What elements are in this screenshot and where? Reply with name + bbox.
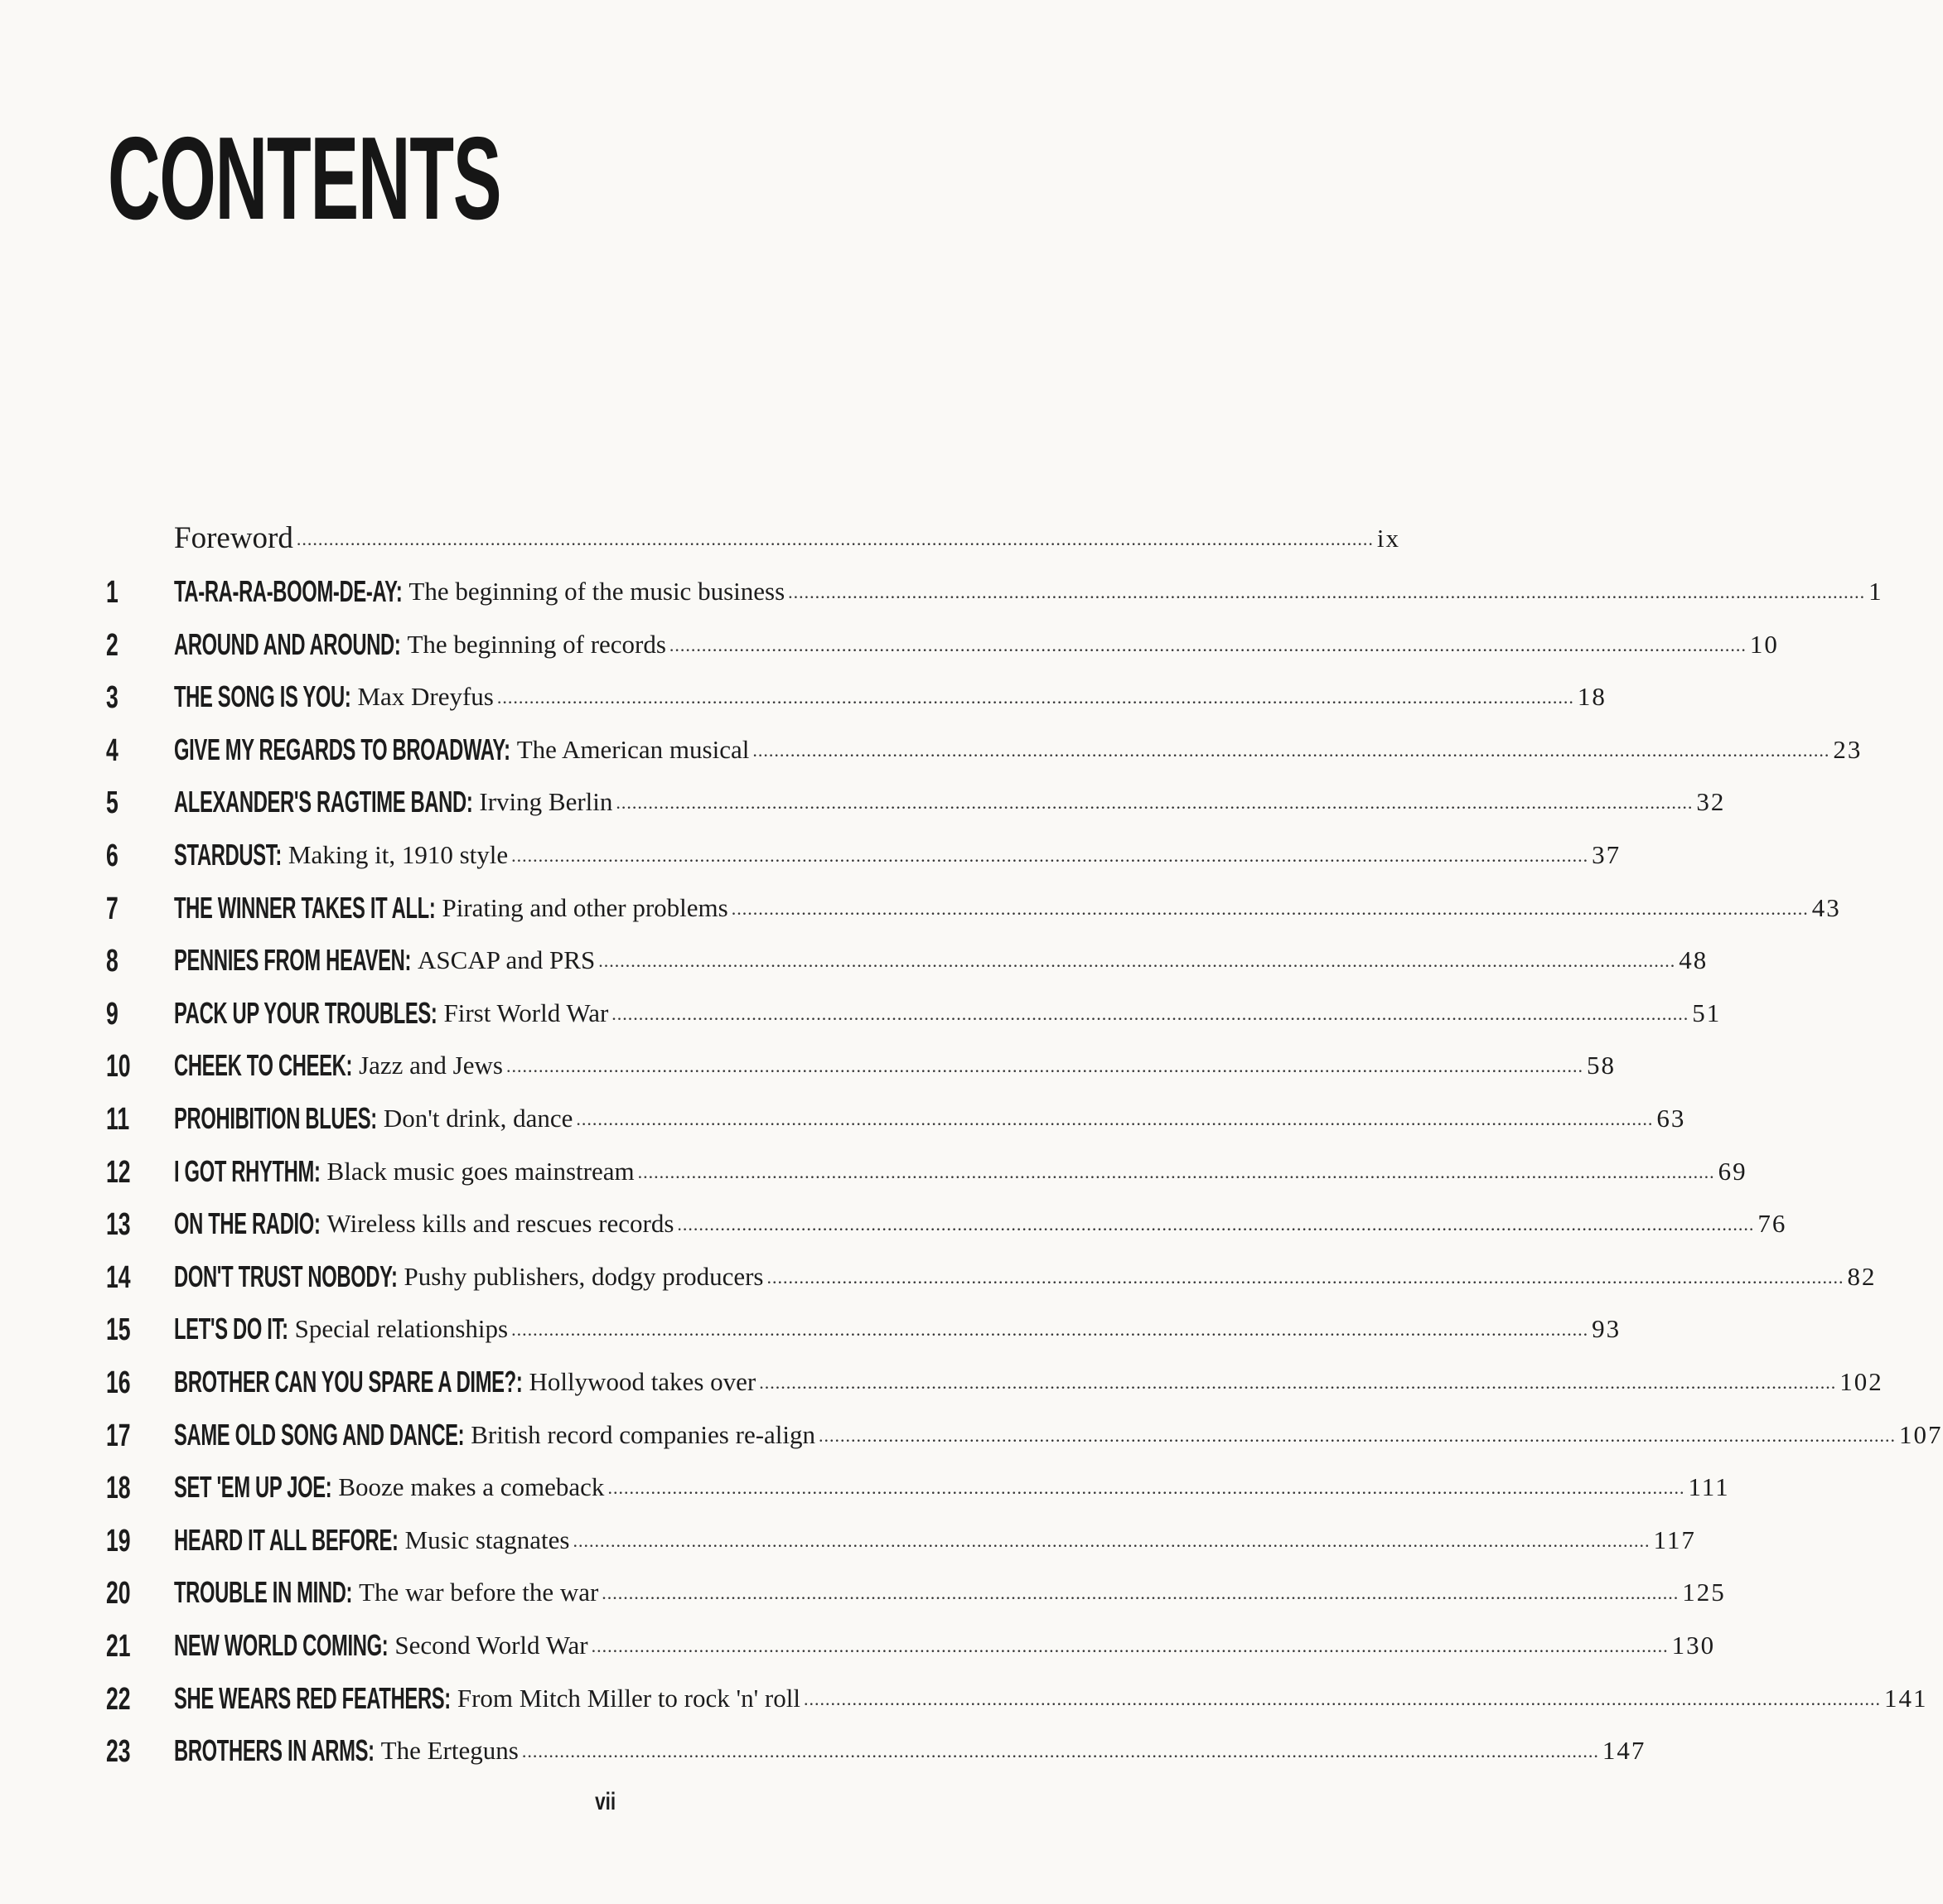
chapter-subtitle: The beginning of records	[407, 630, 666, 659]
chapter-number: 9	[106, 997, 118, 1032]
toc-entry[interactable]	[0, 1311, 1622, 1360]
chapter-heading: ON THE RADIO:	[174, 1206, 321, 1240]
chapter-heading: HEARD IT ALL BEFORE:	[174, 1523, 399, 1557]
chapter-subtitle: Don't drink, dance	[383, 1104, 573, 1133]
chapter-number: 20	[106, 1576, 131, 1611]
chapter-subtitle: First World War	[443, 998, 609, 1027]
dot-leader: ........................................................................................................................................................................................................	[598, 950, 1676, 971]
dot-leader: ........................................................................................................................................................................................................	[731, 898, 1809, 919]
dot-leader: ........................................................................................................................................................................................................	[611, 1003, 1689, 1024]
chapter-subtitle: The beginning of the music business	[408, 577, 785, 606]
chapter-heading: LET'S DO IT:	[174, 1312, 288, 1346]
chapter-number: 1	[106, 575, 118, 610]
chapter-subtitle: Wireless kills and rescues records	[326, 1209, 674, 1238]
chapter-subtitle: The war before the war	[359, 1578, 599, 1607]
dot-leader: ........................................................................................................................................................................................................	[505, 1056, 1583, 1076]
chapter-number: 23	[106, 1734, 131, 1769]
page-title: CONTENTS	[108, 113, 501, 244]
chapter-number: 21	[106, 1629, 131, 1664]
dot-leader: ........................................................................................................................................................................................................	[677, 1214, 1755, 1235]
toc-entry[interactable]	[0, 1417, 1943, 1467]
chapter-subtitle: Booze makes a comeback	[338, 1472, 605, 1501]
chapter-page: 18	[1577, 682, 1607, 711]
chapter-heading: TROUBLE IN MIND:	[174, 1575, 353, 1609]
toc-entry[interactable]	[0, 1153, 1747, 1203]
chapter-page: 76	[1757, 1209, 1787, 1238]
chapter-heading: AROUND AND AROUND:	[174, 627, 401, 661]
chapter-page: 93	[1592, 1314, 1622, 1343]
toc-entry[interactable]	[0, 1469, 1730, 1519]
chapter-page: 10	[1749, 630, 1779, 659]
chapter-number: 10	[106, 1049, 131, 1084]
chapter-heading: STARDUST:	[174, 838, 282, 872]
chapter-subtitle: From Mitch Miller to rock 'n' roll	[457, 1684, 800, 1713]
chapter-subtitle: Music stagnates	[404, 1525, 570, 1554]
dot-leader: ........................................................................................................................................................................................................	[511, 845, 1589, 866]
toc-entry[interactable]	[0, 890, 1841, 940]
dot-leader: ........................................................................................................................................................................................................	[669, 635, 1747, 655]
dot-leader: ........................................................................................................................................................................................................	[607, 1477, 1685, 1498]
folio-text: vii	[594, 1788, 616, 1815]
dot-leader: ........................................................................................................................................................................................................	[759, 1372, 1837, 1393]
dot-leader: ........................................................................................................................................................................................................	[616, 792, 1694, 813]
chapter-number: 14	[106, 1260, 131, 1295]
chapter-subtitle: Jazz and Jews	[359, 1051, 503, 1080]
chapter-subtitle: Making it, 1910 style	[288, 840, 509, 869]
chapter-heading: DON'T TRUST NOBODY:	[174, 1259, 398, 1293]
toc-entry[interactable]	[0, 784, 1726, 834]
chapter-subtitle: Max Dreyfus	[357, 682, 494, 711]
chapter-heading: PENNIES FROM HEAVEN:	[174, 943, 412, 977]
chapter-number: 5	[106, 785, 118, 820]
toc-entry[interactable]	[0, 626, 1779, 676]
chapter-page: 63	[1656, 1104, 1686, 1133]
chapter-number: 15	[106, 1312, 131, 1347]
chapter-heading: SET 'EM UP JOE:	[174, 1470, 332, 1504]
chapter-heading: THE SONG IS YOU:	[174, 679, 351, 713]
dot-leader: ........................................................................................................................................................................................................	[752, 740, 1830, 761]
chapter-page: 141	[1884, 1684, 1928, 1713]
chapter-number: 6	[106, 838, 118, 873]
chapter-page: 82	[1847, 1262, 1877, 1291]
chapter-page: 147	[1602, 1736, 1646, 1765]
chapter-subtitle: ASCAP and PRS	[418, 945, 596, 974]
toc-entry-foreword[interactable]	[0, 520, 1400, 570]
dot-leader: ........................................................................................................................................................................................................	[511, 1319, 1589, 1340]
chapter-subtitle: Pirating and other problems	[442, 893, 728, 922]
dot-leader: ........................................................................................................................................................................................................	[591, 1636, 1669, 1656]
dot-leader: ........................................................................................................................................................................................................	[296, 529, 1374, 549]
dot-leader: ........................................................................................................................................................................................................	[788, 582, 1866, 602]
dot-leader: ........................................................................................................................................................................................................	[602, 1583, 1680, 1603]
toc-entry[interactable]	[0, 679, 1607, 728]
toc-entry[interactable]	[0, 837, 1622, 887]
toc-entry[interactable]	[0, 1100, 1686, 1150]
toc-entry[interactable]	[0, 1047, 1616, 1097]
chapter-subtitle: British record companies re-align	[471, 1420, 816, 1449]
chapter-heading: TA-RA-RA-BOOM-DE-AY:	[174, 574, 403, 608]
chapter-page: 32	[1696, 787, 1726, 816]
chapter-number: 3	[106, 680, 118, 715]
chapter-subtitle: The Erteguns	[380, 1736, 519, 1765]
foreword-label: Foreword	[174, 521, 293, 555]
chapter-number: 18	[106, 1471, 131, 1505]
toc-entry[interactable]	[0, 995, 1722, 1045]
page-number	[0, 1788, 1211, 1816]
chapter-page: 48	[1679, 945, 1709, 974]
foreword-page: ix	[1376, 524, 1400, 553]
chapter-page: 51	[1692, 998, 1722, 1027]
chapter-page: 37	[1592, 840, 1622, 869]
chapter-page: 107	[1899, 1420, 1943, 1449]
toc-entry[interactable]	[0, 1259, 1877, 1308]
chapter-number: 11	[106, 1102, 130, 1137]
chapter-page: 111	[1688, 1472, 1730, 1501]
chapter-page: 43	[1811, 893, 1841, 922]
chapter-heading: PROHIBITION BLUES:	[174, 1101, 377, 1135]
chapter-subtitle: Irving Berlin	[479, 787, 613, 816]
chapter-subtitle: The American musical	[516, 735, 750, 764]
chapter-page: 117	[1653, 1525, 1696, 1554]
chapter-heading: GIVE MY REGARDS TO BROADWAY:	[174, 732, 510, 766]
chapter-number: 2	[106, 628, 118, 663]
toc-entry[interactable]	[0, 732, 1863, 781]
chapter-number: 8	[106, 944, 118, 979]
toc-entry[interactable]	[0, 1627, 1716, 1677]
chapter-number: 7	[106, 892, 118, 926]
dot-leader: ........................................................................................................................................................................................................	[576, 1109, 1654, 1129]
chapter-heading: PACK UP YOUR TROUBLES:	[174, 996, 437, 1030]
toc-entry[interactable]	[0, 942, 1709, 992]
chapter-number: 12	[106, 1155, 131, 1190]
toc-entry[interactable]	[0, 1574, 1726, 1624]
dot-leader: ........................................................................................................................................................................................................	[819, 1425, 1897, 1446]
chapter-subtitle: Hollywood takes over	[529, 1367, 756, 1396]
toc-entry[interactable]	[0, 1364, 1883, 1414]
chapter-heading: I GOT RHYTHM:	[174, 1154, 321, 1188]
chapter-number: 13	[106, 1207, 131, 1242]
chapter-number: 4	[106, 733, 118, 768]
toc-entry[interactable]	[0, 1206, 1787, 1255]
chapter-heading: BROTHER CAN YOU SPARE A DIME?:	[174, 1365, 523, 1399]
chapter-page: 130	[1671, 1631, 1716, 1660]
chapter-subtitle: Special relationships	[294, 1314, 509, 1343]
chapter-heading: BROTHERS IN ARMS:	[174, 1733, 375, 1767]
chapter-heading: SHE WEARS RED FEATHERS:	[174, 1681, 451, 1715]
dot-leader: ........................................................................................................................................................................................................	[766, 1267, 1844, 1288]
dot-leader: ........................................................................................................................................................................................................	[496, 687, 1574, 708]
chapter-page: 125	[1682, 1578, 1726, 1607]
chapter-heading: CHEEK TO CHEEK:	[174, 1048, 353, 1082]
chapter-number: 19	[106, 1524, 131, 1558]
chapter-heading: THE WINNER TAKES IT ALL:	[174, 891, 436, 925]
dot-leader: ........................................................................................................................................................................................................	[804, 1689, 1881, 1709]
dot-leader: ........................................................................................................................................................................................................	[521, 1741, 1599, 1761]
chapter-page: 1	[1868, 577, 1883, 606]
chapter-heading: NEW WORLD COMING:	[174, 1628, 389, 1662]
chapter-subtitle: Second World War	[394, 1631, 588, 1660]
dot-leader: ........................................................................................................................................................................................................	[573, 1530, 1651, 1551]
chapter-page: 69	[1718, 1157, 1747, 1186]
toc-entry[interactable]	[0, 1732, 1646, 1782]
chapter-heading: ALEXANDER'S RAGTIME BAND:	[174, 785, 473, 819]
chapter-subtitle: Pushy publishers, dodgy producers	[404, 1262, 764, 1291]
dot-leader: ........................................................................................................................................................................................................	[637, 1162, 1715, 1182]
chapter-heading: SAME OLD SONG AND DANCE:	[174, 1418, 465, 1452]
chapter-page: 102	[1839, 1367, 1883, 1396]
toc-entry[interactable]	[0, 1680, 1928, 1730]
chapter-number: 17	[106, 1418, 131, 1453]
toc-entry[interactable]	[0, 573, 1883, 623]
chapter-number: 22	[106, 1682, 131, 1717]
toc-entry[interactable]	[0, 1522, 1696, 1572]
chapter-page: 58	[1586, 1051, 1616, 1080]
chapter-number: 16	[106, 1365, 131, 1400]
chapter-subtitle: Black music goes mainstream	[326, 1157, 635, 1186]
chapter-page: 23	[1833, 735, 1863, 764]
